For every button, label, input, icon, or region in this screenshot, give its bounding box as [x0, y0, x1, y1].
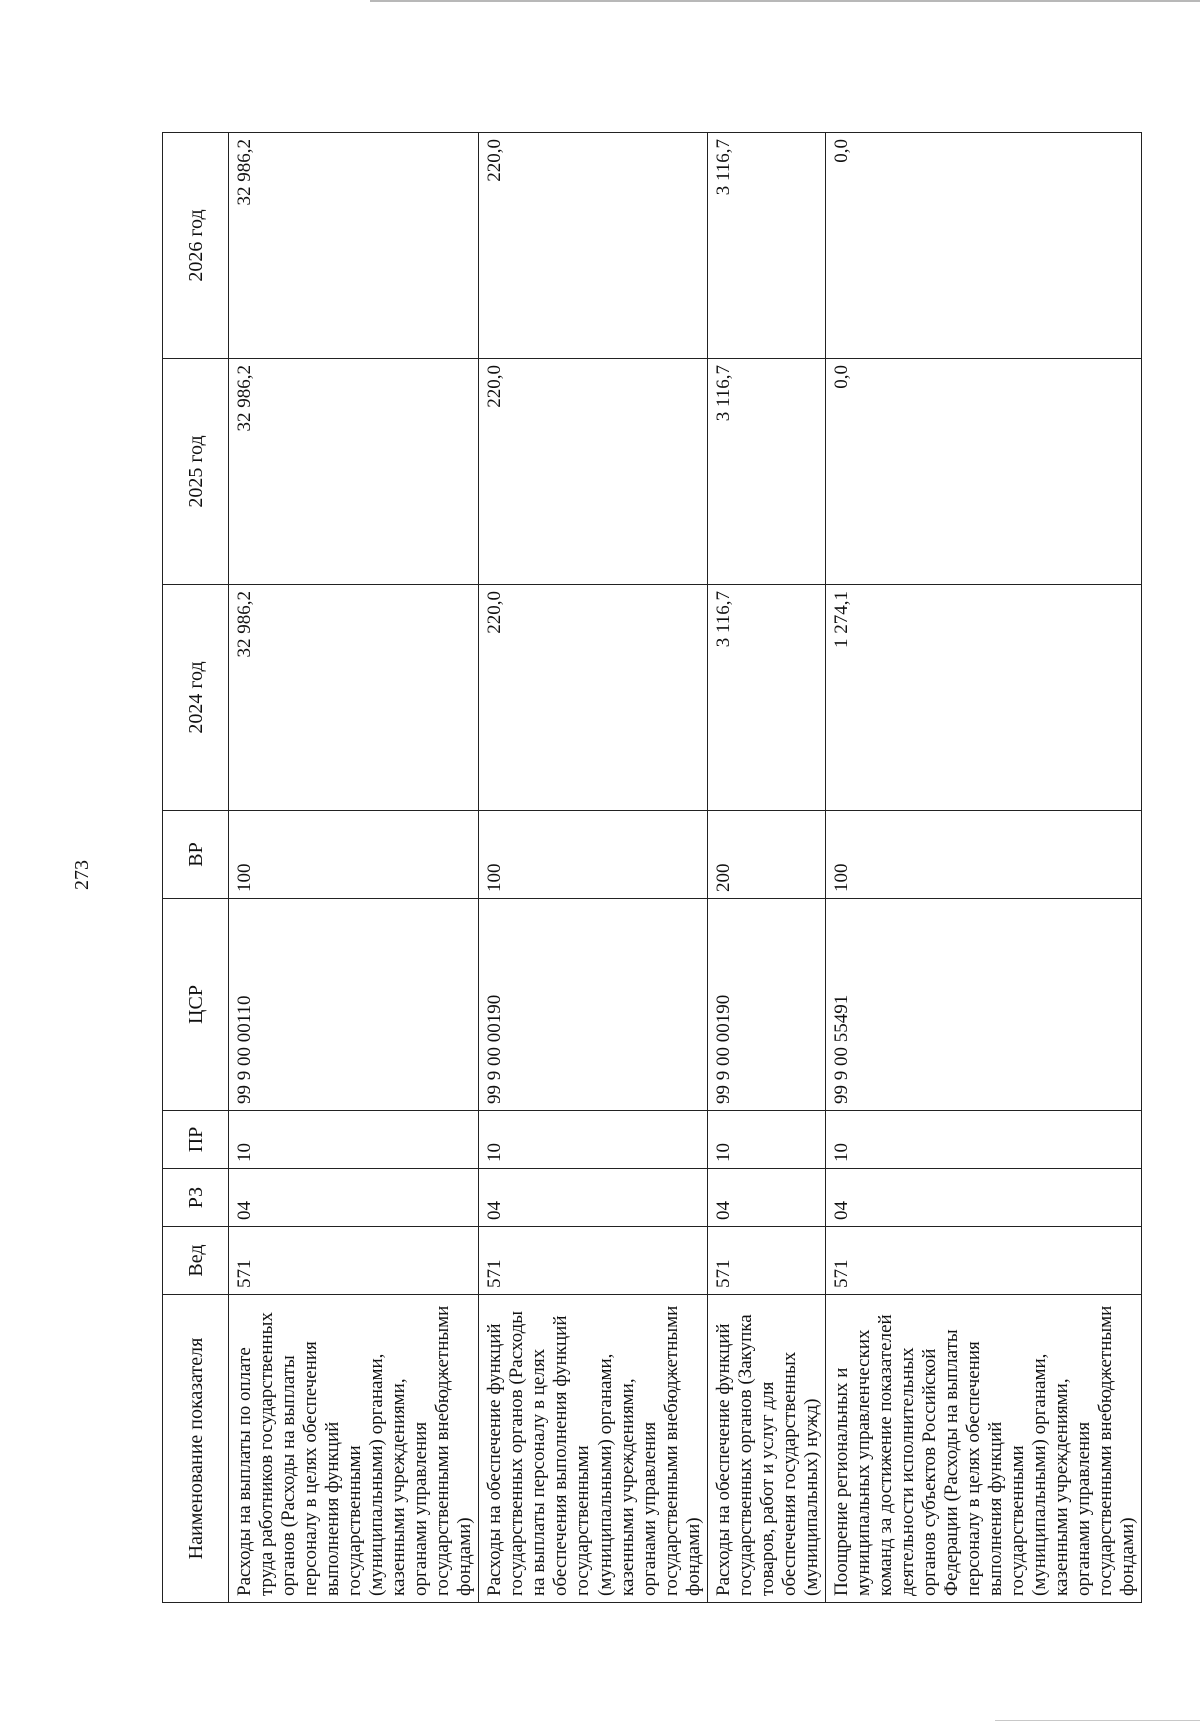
row-rz: 04: [479, 1169, 707, 1227]
row-vr: 200: [707, 811, 825, 899]
table-row: [479, 133, 707, 1603]
row-pr: 10: [229, 1111, 479, 1169]
header-csr: ЦСР: [163, 899, 229, 1111]
row-2024: 1 274,1: [825, 585, 1141, 811]
row-pr: 10: [825, 1111, 1141, 1169]
row-2025: 220,0: [479, 359, 707, 585]
header-2026: 2026 год: [163, 133, 229, 359]
row-ved: 571: [479, 1227, 707, 1295]
row-rz: 04: [229, 1169, 479, 1227]
table-row: [707, 133, 825, 1603]
header-vr: ВР: [163, 811, 229, 899]
row-name: Расходы на выплаты по оплате труда работников государственных органов (Расходы на выплаты персоналу в целях обеспечения выполнения функций государственными (муниципальными) органами, казенными учреждениями, органами управления государственными внебюджетными фондами): [229, 1295, 479, 1603]
header-rz: РЗ: [163, 1169, 229, 1227]
table-row: [825, 133, 1141, 1603]
table-row: [229, 133, 479, 1603]
row-rz: 04: [707, 1169, 825, 1227]
row-ved: 571: [229, 1227, 479, 1295]
row-2024: 32 986,2: [229, 585, 479, 811]
row-name: Поощрение региональных и муниципальных управленческих команд за достижение показателей деятельности исполнительных органов субъектов Российской Федерации (Расходы на выплаты персоналу в целях обеспечения выполнения функций государственными (муниципальными) органами, казенными учреждениями, органами управления государственными внебюджетными фондами): [825, 1295, 1141, 1603]
row-rz: 04: [825, 1169, 1141, 1227]
row-csr: 99 9 00 00190: [479, 899, 707, 1111]
row-ved: 571: [707, 1227, 825, 1295]
row-vr: 100: [479, 811, 707, 899]
header-pr: ПР: [163, 1111, 229, 1169]
header-2024: 2024 год: [163, 585, 229, 811]
row-2026: 32 986,2: [229, 133, 479, 359]
row-2025: 32 986,2: [229, 359, 479, 585]
row-2024: 3 116,7: [707, 585, 825, 811]
row-2025: 3 116,7: [707, 359, 825, 585]
top-edge-line: [370, 0, 1200, 2]
row-vr: 100: [229, 811, 479, 899]
bottom-edge-line: [995, 1720, 1200, 1721]
header-2025: 2025 год: [163, 359, 229, 585]
budget-table: [162, 132, 1142, 1603]
row-2026: 220,0: [479, 133, 707, 359]
row-2026: 3 116,7: [707, 133, 825, 359]
row-csr: 99 9 00 55491: [825, 899, 1141, 1111]
row-2025: 0,0: [825, 359, 1141, 585]
header-name: Наименование показателя: [163, 1295, 229, 1603]
row-2026: 0,0: [825, 133, 1141, 359]
header-ved: Вед: [163, 1227, 229, 1295]
row-vr: 100: [825, 811, 1141, 899]
row-csr: 99 9 00 00190: [707, 899, 825, 1111]
row-pr: 10: [707, 1111, 825, 1169]
row-csr: 99 9 00 00110: [229, 899, 479, 1111]
row-2024: 220,0: [479, 585, 707, 811]
row-pr: 10: [479, 1111, 707, 1169]
row-name: Расходы на обеспечение функций государственных органов (Расходы на выплаты персоналу в целях обеспечения выполнения функций государственными (муниципальными) органами, казенными учреждениями, органами управления государственными внебюджетными фондами): [479, 1295, 707, 1603]
page-number: 273: [71, 860, 93, 890]
row-ved: 571: [825, 1227, 1141, 1295]
rotated-table-container: [162, 133, 1139, 1603]
table-header-row: [163, 133, 229, 1603]
row-name: Расходы на обеспечение функций государственных органов (Закупка товаров, работ и услуг для обеспечения государственных (муниципальных) нужд): [707, 1295, 825, 1603]
